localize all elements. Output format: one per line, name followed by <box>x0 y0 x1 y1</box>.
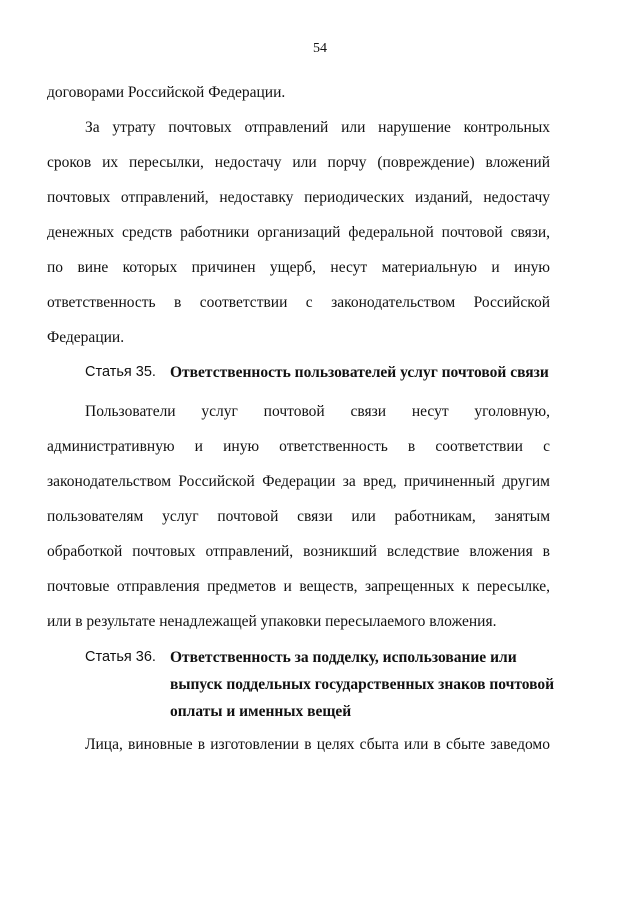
article-36-heading <box>85 644 555 725</box>
text-line: ответственность в соответствии с законодательством Российской <box>47 294 550 311</box>
article-title <box>170 644 555 725</box>
article-title-line: Ответственность за подделку, использование или <box>170 649 517 666</box>
article-title-line: Ответственность пользователей услуг почтовой связи <box>170 364 549 381</box>
article-title-line: выпуск поддельных государственных знаков почтовой <box>170 676 555 693</box>
paragraph-continuation <box>47 75 550 110</box>
article-title <box>170 359 549 386</box>
text-line: почтовые отправления предметов и веществ, запрещенных к пересылке, <box>47 578 550 595</box>
text-line: по вине которых причинен ущерб, несут материальную и иную <box>47 259 550 276</box>
text-line: пользователям услуг почтовой связи или работникам, занятым <box>47 508 550 525</box>
text-line: договорами Российской Федерации. <box>47 84 286 101</box>
page-number: 54 <box>313 41 327 56</box>
article-title-line: оплаты и именных вещей <box>170 703 352 720</box>
text-line: почтовых отправлений, недоставку периодических изданий, недостачу <box>47 189 550 206</box>
article-number: Статья 35. <box>85 364 156 380</box>
paragraph-forgery-liability <box>47 727 550 762</box>
article-number: Статья 36. <box>85 649 156 665</box>
text-line: денежных средств работники организаций федеральной почтовой связи, <box>47 224 550 241</box>
paragraph-liability-users <box>47 394 550 639</box>
text-line: Пользователи услуг почтовой связи несут уголовную, <box>85 403 550 420</box>
text-line: сроков их пересылки, недостачу или порчу (повреждение) вложений <box>47 154 550 171</box>
text-line: или в результате ненадлежащей упаковки пересылаемого вложения. <box>47 613 497 630</box>
text-line: За утрату почтовых отправлений или нарушение контрольных <box>85 119 550 136</box>
text-line: обработкой почтовых отправлений, возникший вследствие вложения в <box>47 543 550 560</box>
text-line: Федерации. <box>47 329 125 346</box>
paragraph-liability-postal-workers <box>47 110 550 355</box>
text-line: законодательством Российской Федерации за вред, причиненный другим <box>47 473 550 490</box>
text-line: Лица, виновные в изготовлении в целях сбыта или в сбыте заведомо <box>85 736 550 753</box>
article-35-heading <box>85 359 549 386</box>
text-line: административную и иную ответственность в соответствии с <box>47 438 550 455</box>
